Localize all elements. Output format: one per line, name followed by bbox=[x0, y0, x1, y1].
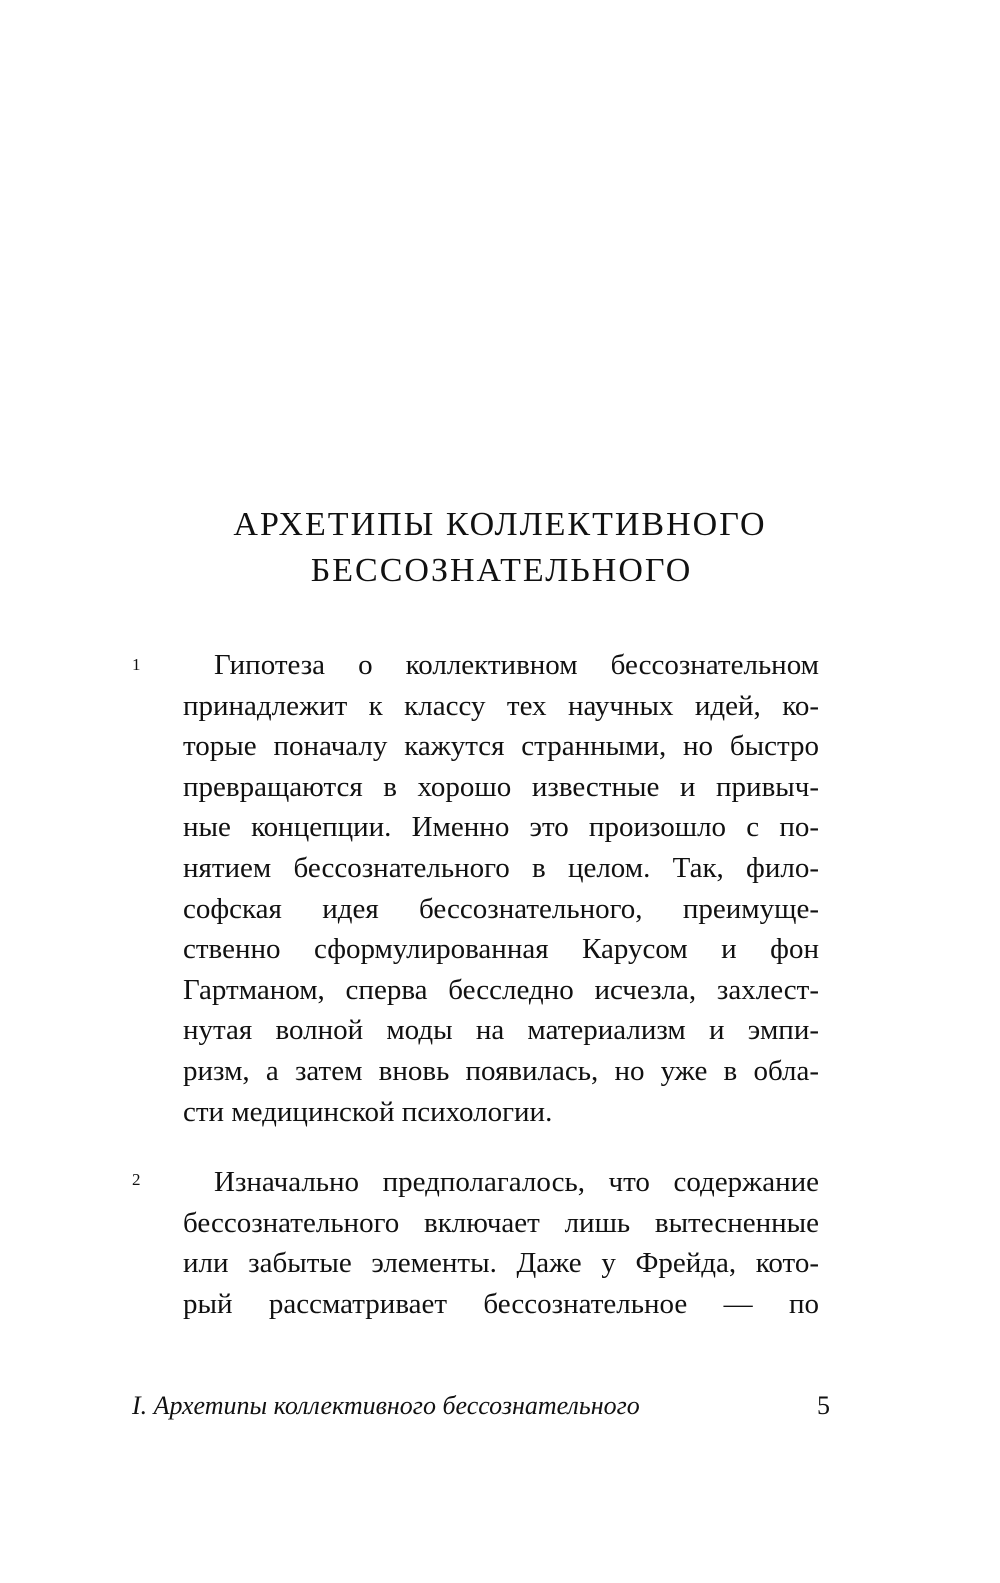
paragraph-number-1: 1 bbox=[132, 655, 141, 674]
paragraph-line: принадлежит к классу тех научных идей, ко- bbox=[183, 689, 819, 722]
running-footer-title: I. Архетипы коллективного бессознательного bbox=[132, 1391, 640, 1420]
paragraph-line: торые поначалу кажутся странными, но быстро bbox=[183, 730, 819, 763]
paragraph-line: или забытые элементы. Даже у Фрейда, кото- bbox=[183, 1247, 819, 1280]
paragraph-line: ризм, а затем вновь появилась, но уже в обла- bbox=[183, 1054, 819, 1087]
paragraph-line: сти медицинской психологии. bbox=[183, 1095, 553, 1128]
paragraph-line: Гипотеза о коллективном бессознательном bbox=[214, 649, 819, 681]
paragraph-line: нятием бессознательного в целом. Так, фило- bbox=[183, 851, 819, 884]
paragraph-line: превращаются в хорошо известные и привыч- bbox=[183, 770, 819, 803]
paragraph-line: бессознательного включает лишь вытесненные bbox=[183, 1206, 819, 1239]
paragraph-line: рый рассматривает бессознательное — по bbox=[183, 1287, 819, 1320]
chapter-title bbox=[0, 502, 1000, 594]
paragraph-line: Изначально предполагалось, что содержание bbox=[214, 1166, 819, 1198]
paragraph-1 bbox=[183, 645, 819, 1132]
paragraph-number-2: 2 bbox=[132, 1170, 141, 1189]
chapter-title-line-2: БЕССОЗНАТЕЛЬНОГО bbox=[310, 552, 693, 589]
paragraph-line: ственно сформулированная Карусом и фон bbox=[183, 933, 819, 966]
paragraph-line: нутая волной моды на материализм и эмпи- bbox=[183, 1014, 819, 1047]
paragraph-2 bbox=[183, 1162, 819, 1324]
page-number: 5 bbox=[817, 1391, 830, 1420]
chapter-title-line-1: АРХЕТИПЫ КОЛЛЕКТИВНОГО bbox=[233, 506, 767, 543]
paragraph-line: ные концепции. Именно это произошло с по- bbox=[183, 811, 819, 844]
paragraph-line: Гартманом, сперва бесследно исчезла, захлест- bbox=[183, 973, 819, 1006]
paragraph-line: софская идея бессознательного, преимуще- bbox=[183, 892, 819, 925]
